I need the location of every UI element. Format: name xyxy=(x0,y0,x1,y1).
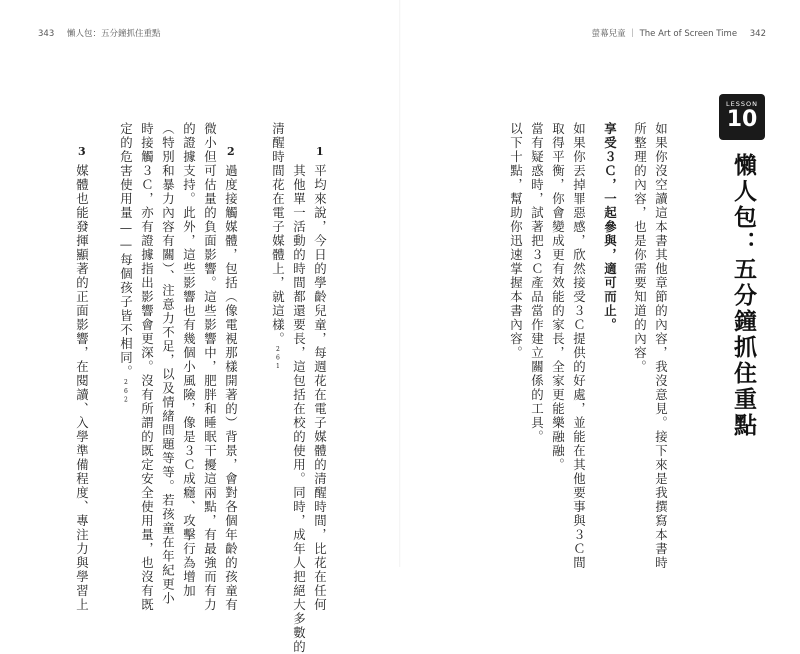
intro-line-5: 取得平衡，你會變成更有效能的家長，全家更能樂融融。 xyxy=(550,122,566,472)
point-2-line-6-text: 定的危害使用量——每個孩子皆不相同。 xyxy=(118,122,134,380)
point-3-number: 3 xyxy=(78,145,86,158)
point-1-number: 1 xyxy=(316,145,324,158)
footnote-262: 262 xyxy=(122,379,130,406)
intro-line-7: 以下十點，幫助你迅速掌握本書內容。 xyxy=(508,122,524,360)
right-page-number: 342 xyxy=(749,29,766,39)
point-1-line-3-text: 清醒時間花在電子媒體上，就這樣。 xyxy=(270,122,286,346)
intro-line-6: 當有疑惑時，試著把３Ｃ產品當作建立關係的工具。 xyxy=(529,122,545,444)
point-2-line-2: 微小但可估量的負面影響。這些影響中，肥胖和睡眠干擾這兩點，有最強而有力 xyxy=(202,122,218,612)
lesson-label: LESSON xyxy=(726,100,758,108)
intro-line-4: 如果你丟掉罪惡感，欣然接受３Ｃ提供的好處，並能在其他要事與３Ｃ間 xyxy=(571,122,587,570)
point-2-number: 2 xyxy=(227,145,235,158)
intro-line-1: 如果你沒空讀這本書其他章節的內容，我沒意見。接下來是我撰寫本書時 xyxy=(653,122,669,570)
point-1-line-1: 平均來說，今日的學齡兒童，每週花在電子媒體的清醒時間，比花在任何 xyxy=(312,164,328,612)
left-page-header xyxy=(38,27,170,39)
point-3-line-1: 媒體也能發揮顯著的正面影響，在閱讀、入學準備程度、專注力與學習上 xyxy=(74,164,90,612)
right-running-title: 螢幕兒童 ｜ The Art of Screen Time xyxy=(591,29,738,39)
point-2-line-1: 過度接觸媒體，包括（像電視那樣開著的）背景，會對各個年齡的孩童有 xyxy=(223,164,239,612)
right-page-header xyxy=(582,27,766,39)
point-2-line-6 xyxy=(118,122,134,406)
intro-motto: 享受３Ｃ，一起參與，適可而止。 xyxy=(602,122,618,332)
intro-line-2: 所整理的內容，也是你需要知道的內容。 xyxy=(632,122,648,374)
point-1-line-3 xyxy=(270,122,286,372)
lesson-number: 10 xyxy=(726,107,758,132)
point-2-line-4: （特別和暴力內容有關）、注意力不足，以及情緒問題等等。若孩童在年紀更小 xyxy=(160,122,176,606)
chapter-title: 懶人包：五分鐘抓住重點 xyxy=(730,153,756,439)
point-2-line-3: 的證據支持。此外，這些影響也有幾個小風險，像是３Ｃ成癮、攻擊行為增加 xyxy=(181,122,197,598)
lesson-badge xyxy=(719,94,765,140)
point-2-line-5: 時接觸３Ｃ，亦有證據指出影響會更深。沒有所謂的既定安全使用量，也沒有既 xyxy=(139,122,155,612)
left-page-number: 343 xyxy=(38,29,55,39)
footnote-261: 261 xyxy=(274,346,282,372)
page-gutter xyxy=(399,0,401,567)
left-running-title: 懶人包：五分鐘抓住重點 xyxy=(66,29,161,39)
point-1-line-2: 其他單一活動的時間都還要長，這包括在校的使用。同時，成年人把絕大多數的 xyxy=(291,164,307,654)
